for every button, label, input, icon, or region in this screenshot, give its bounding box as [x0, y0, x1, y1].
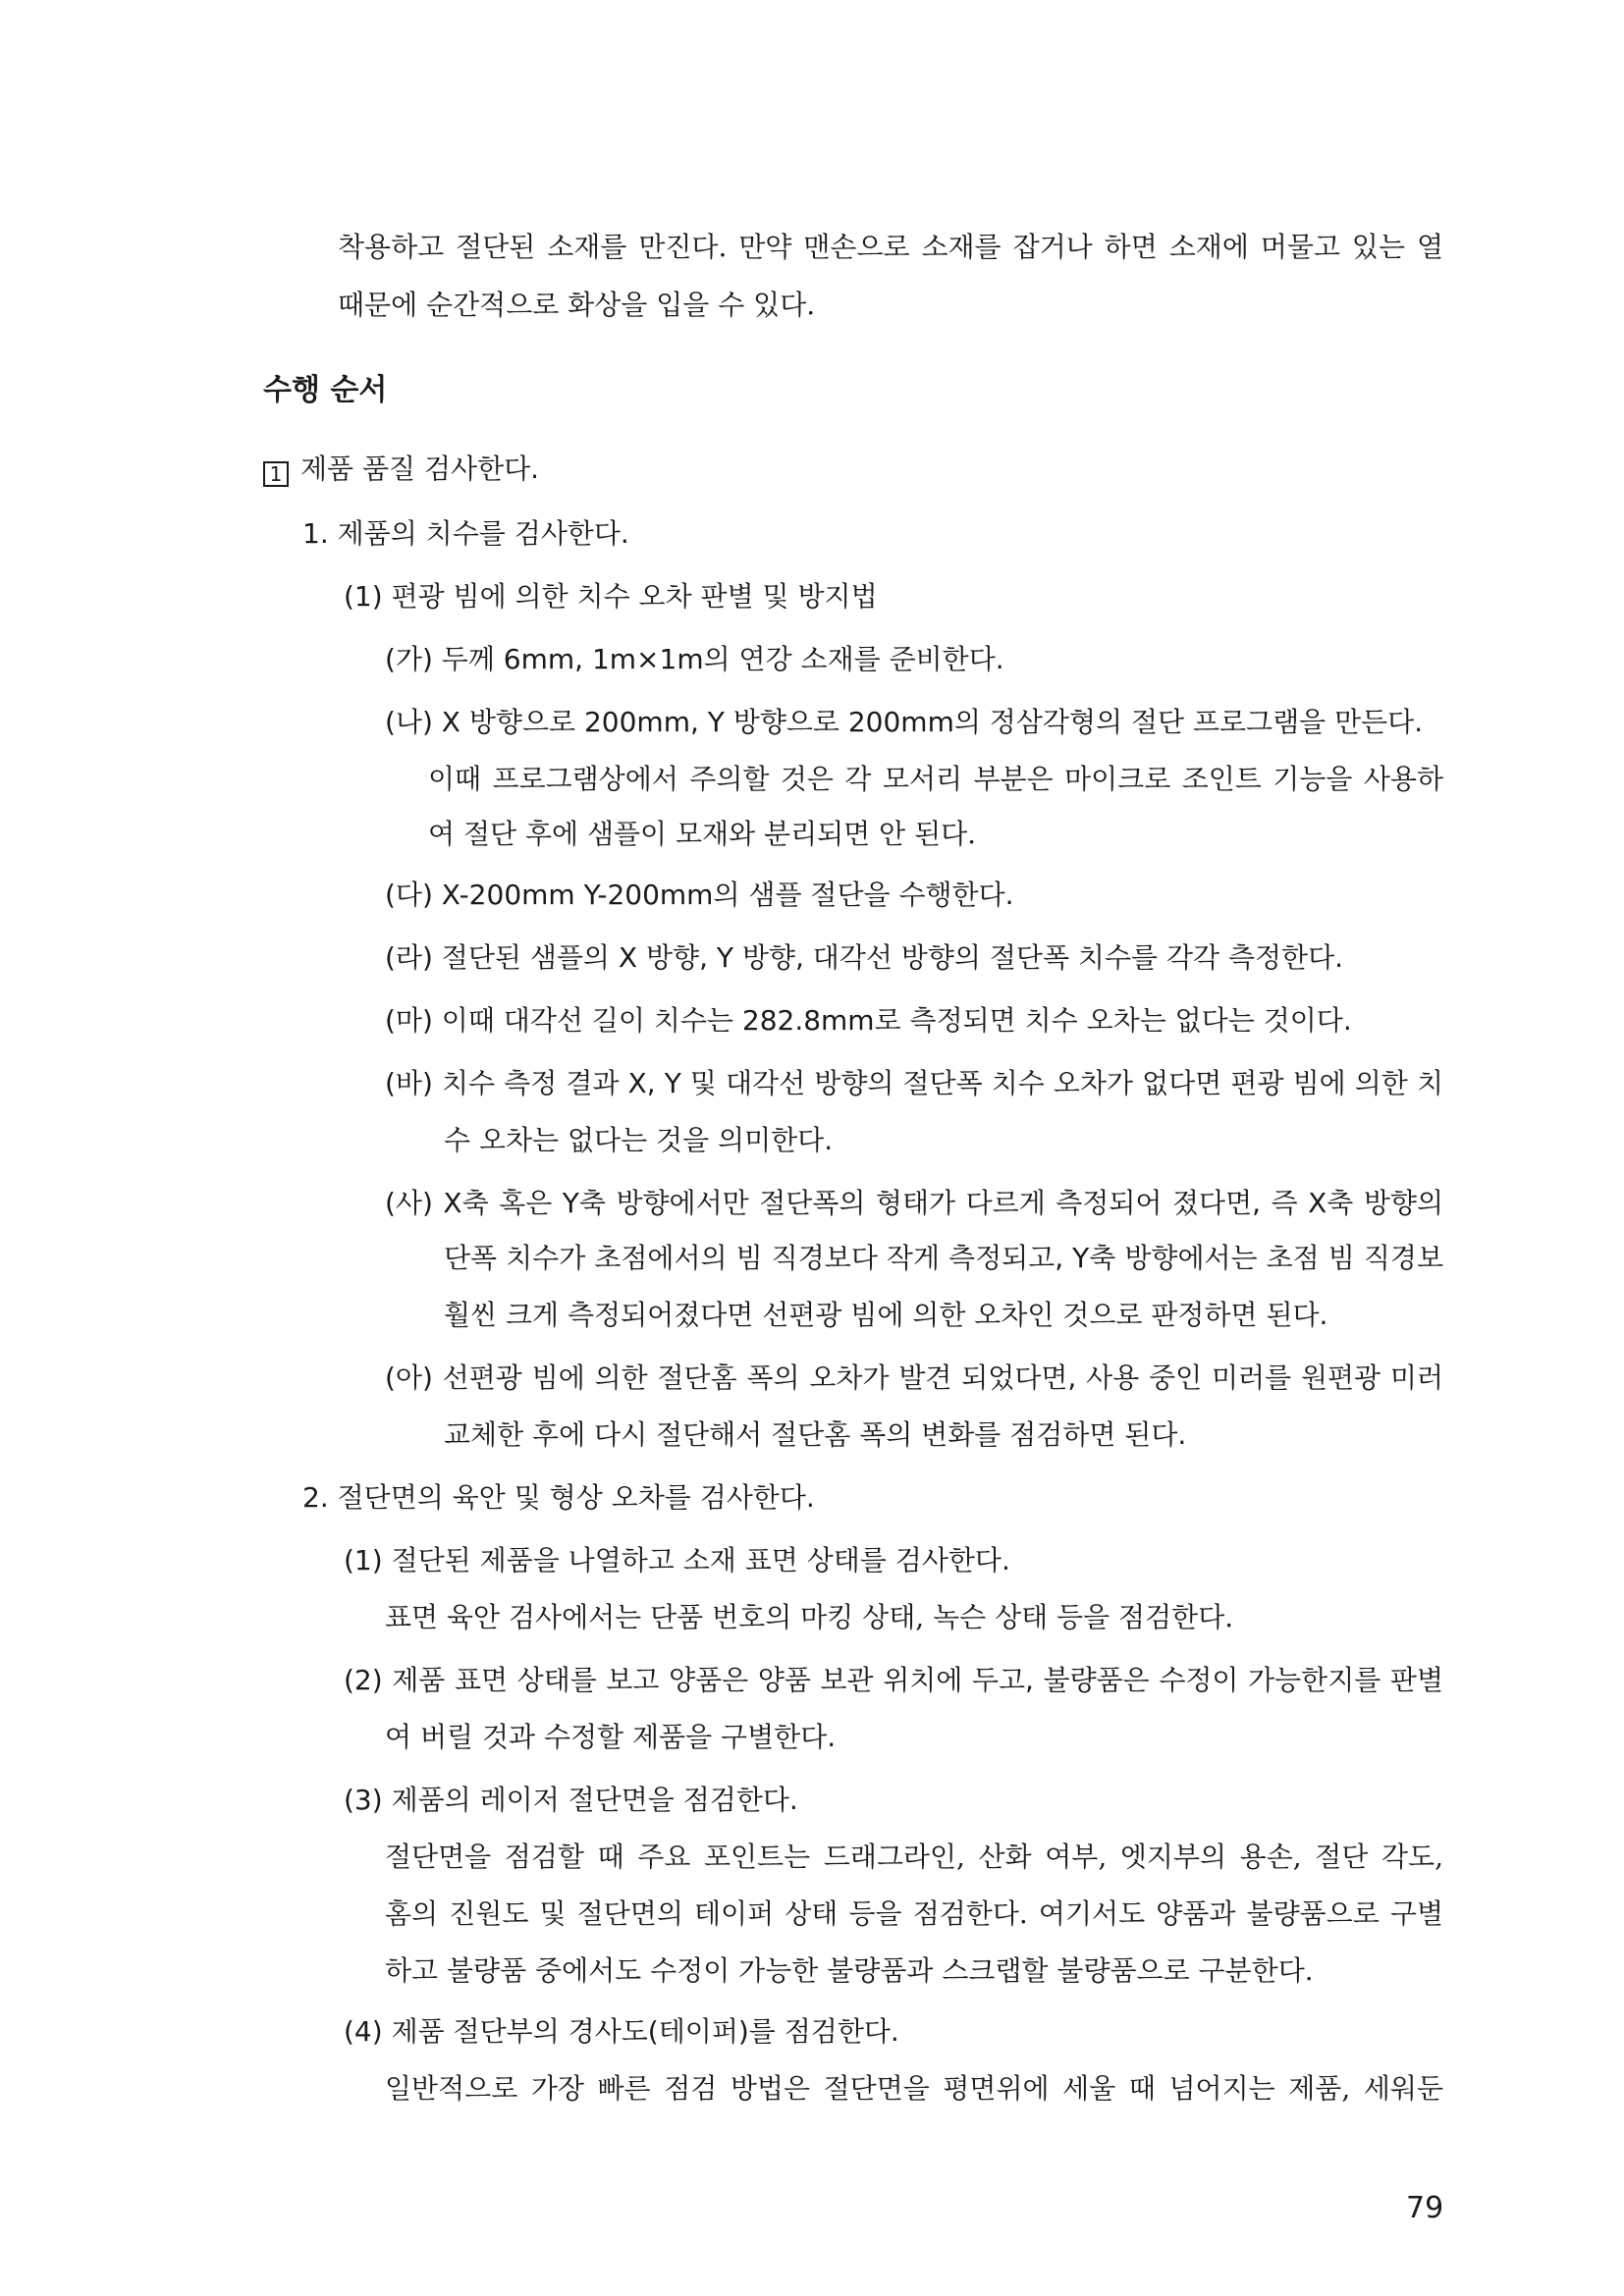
list-item-continuation: 훨씬 크게 측정되어졌다면 선편광 빔에 의한 오차인 것으로 판정하면 된다.	[444, 1299, 1328, 1331]
item-continuation: 여 버릴 것과 수정할 제품을 구별한다.	[385, 1721, 837, 1753]
list-item: (가) 두께 6mm, 1m×1m의 연강 소재를 준비한다.	[385, 643, 1004, 675]
subsection-title: 1. 제품의 치수를 검사한다.	[302, 517, 629, 550]
item-title: (1) 편광 빔에 의한 치수 오차 판별 및 방지법	[344, 580, 878, 613]
list-item: (마) 이때 대각선 길이 치수는 282.8mm로 측정되면 치수 오차는 없다는 것이다.	[385, 1004, 1352, 1037]
list-item: (아) 선편광 빔에 의한 절단홈 폭의 오차가 발견 되었다면, 사용 중인 미러를 원편광 미러	[385, 1362, 1443, 1394]
list-item-continuation: 수 오차는 없다는 것을 의미한다.	[444, 1124, 834, 1156]
item-title: (4) 제품 절단부의 경사도(테이퍼)를 점검한다.	[344, 2015, 899, 2048]
item-title: (2) 제품 표면 상태를 보고 양품은 양품 보관 위치에 두고, 불량품은 수정이 가능한지를 판별	[344, 1664, 1443, 1696]
item-title: (1) 절단된 제품을 나열하고 소재 표면 상태를 검사한다.	[344, 1544, 1010, 1576]
list-item-continuation: 교체한 후에 다시 절단해서 절단홈 폭의 변화를 점검하면 된다.	[444, 1418, 1187, 1451]
paragraph-line: 착용하고 절단된 소재를 만진다. 만약 맨손으로 소재를 잡거나 하면 소재에 머물고 있는 열	[338, 231, 1443, 263]
list-item: (나) X 방향으로 200mm, Y 방향으로 200mm의 정삼각형의 절단 프로그램을 만든다.	[385, 706, 1424, 738]
section-heading: 수행 순서	[263, 373, 388, 407]
paragraph-line: 이때 프로그램상에서 주의할 것은 각 모서리 부분은 마이크로 조인트 기능을 사용하	[428, 763, 1443, 795]
paragraph-line: 때문에 순간적으로 화상을 입을 수 있다.	[338, 289, 816, 321]
paragraph-line: 일반적으로 가장 빠른 점검 방법은 절단면을 평면위에 세울 때 넘어지는 제품, 세워둔	[385, 2072, 1443, 2105]
list-item: (사) X축 혹은 Y축 방향에서만 절단폭의 형태가 다르게 측정되어 졌다면, 즉 X축 방향의	[385, 1187, 1443, 1219]
subsection-title: 2. 절단면의 육안 및 형상 오차를 검사한다.	[302, 1481, 815, 1514]
page-number: 79	[1406, 2191, 1444, 2225]
step-title-text: 제품 품질 검사한다.	[300, 453, 540, 485]
list-item-continuation: 단폭 치수가 초점에서의 빔 직경보다 작게 측정되고, Y축 방향에서는 초점 빔 직경보	[444, 1242, 1443, 1274]
item-title: (3) 제품의 레이저 절단면을 점검한다.	[344, 1784, 798, 1816]
step-title	[263, 450, 539, 489]
list-item: (다) X-200mm Y-200mm의 샘플 절단을 수행한다.	[385, 879, 1014, 911]
paragraph-line: 절단면을 점검할 때 주요 포인트는 드래그라인, 산화 여부, 엣지부의 용손, 절단 각도,	[385, 1841, 1443, 1873]
paragraph-line: 여 절단 후에 샘플이 모재와 분리되면 안 된다.	[428, 818, 977, 850]
list-item: (라) 절단된 샘플의 X 방향, Y 방향, 대각선 방향의 절단폭 치수를 각각 측정한다.	[385, 941, 1344, 974]
list-item: (바) 치수 측정 결과 X, Y 및 대각선 방향의 절단폭 치수 오차가 없다면 편광 빔에 의한 치	[385, 1067, 1443, 1099]
paragraph-line: 표면 육안 검사에서는 단품 번호의 마킹 상태, 녹슨 상태 등을 점검한다.	[385, 1601, 1234, 1633]
paragraph-line: 하고 불량품 중에서도 수정이 가능한 불량품과 스크랩할 불량품으로 구분한다.	[385, 1954, 1314, 1987]
paragraph-line: 홈의 진원도 및 절단면의 테이퍼 상태 등을 점검한다. 여기서도 양품과 불량품으로 구별	[385, 1897, 1443, 1930]
step-number-box: 1	[263, 461, 289, 487]
